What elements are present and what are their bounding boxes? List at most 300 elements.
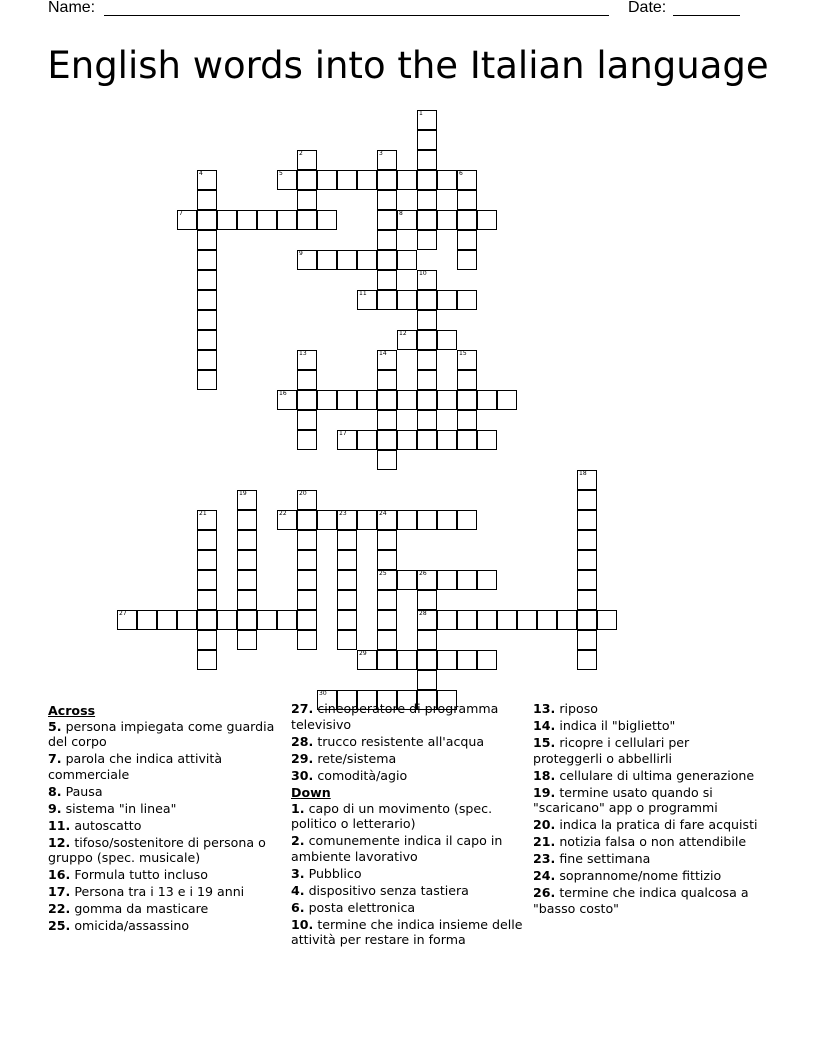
cell-number: 27 <box>119 610 127 617</box>
cell-number: 22 <box>279 510 287 517</box>
grid-cell[interactable] <box>397 290 417 310</box>
cell-number: 18 <box>579 470 587 477</box>
cell-number: 19 <box>239 490 247 497</box>
grid-cell[interactable] <box>277 390 297 410</box>
grid-cell[interactable] <box>297 390 317 410</box>
grid-cell[interactable] <box>337 430 357 450</box>
cell-number: 4 <box>199 170 203 177</box>
grid-cell[interactable] <box>557 610 577 630</box>
grid-cell[interactable] <box>197 210 217 230</box>
clue-item <box>48 835 278 866</box>
grid-cell[interactable] <box>577 650 597 670</box>
clue-text: soprannome/nome fittizio <box>555 868 722 883</box>
clue-text: indica il "biglietto" <box>555 718 676 733</box>
grid-cell[interactable] <box>277 170 297 190</box>
clue-number: 19. <box>533 784 556 800</box>
grid-cell[interactable] <box>237 550 257 570</box>
clue-number: 30. <box>291 767 314 783</box>
grid-cell[interactable] <box>477 210 497 230</box>
grid-cell[interactable] <box>417 230 437 250</box>
grid-cell[interactable] <box>357 250 377 270</box>
grid-cell[interactable] <box>217 210 237 230</box>
clue-number: 3. <box>291 865 305 881</box>
cell-number: 2 <box>299 150 303 157</box>
clue-text: parola che indica attività commerciale <box>48 751 223 782</box>
grid-cell[interactable] <box>417 390 437 410</box>
grid-cell[interactable] <box>417 650 437 670</box>
clue-text: Persona tra i 13 e i 19 anni <box>70 884 245 899</box>
cell-number: 21 <box>199 510 207 517</box>
clue-number: 5. <box>48 718 62 734</box>
grid-cell[interactable] <box>397 650 417 670</box>
grid-cell[interactable] <box>437 610 457 630</box>
grid-cell[interactable] <box>297 370 317 390</box>
clue-item <box>533 851 761 867</box>
grid-cell[interactable] <box>117 610 137 630</box>
grid-cell[interactable] <box>437 570 457 590</box>
grid-cell[interactable] <box>237 570 257 590</box>
clue-number: 28. <box>291 733 314 749</box>
grid-cell[interactable] <box>377 270 397 290</box>
grid-cell[interactable] <box>417 610 437 630</box>
clue-column-2 <box>291 701 523 949</box>
cell-number: 25 <box>379 570 387 577</box>
grid-cell[interactable] <box>577 590 597 610</box>
grid-cell[interactable] <box>197 270 217 290</box>
grid-cell[interactable] <box>297 550 317 570</box>
cell-number: 3 <box>379 150 383 157</box>
grid-cell[interactable] <box>377 170 397 190</box>
grid-cell[interactable] <box>377 190 397 210</box>
grid-cell[interactable] <box>417 310 437 330</box>
grid-cell[interactable] <box>217 610 237 630</box>
clue-number: 2. <box>291 833 305 848</box>
grid-cell[interactable] <box>197 330 217 350</box>
clue-number: 1. <box>291 800 305 816</box>
grid-cell[interactable] <box>497 610 517 630</box>
clue-number: 27. <box>291 701 314 716</box>
grid-cell[interactable] <box>257 610 277 630</box>
clue-text: indica la pratica di fare acquisti <box>555 817 758 832</box>
clue-item <box>48 818 278 834</box>
grid-cell[interactable] <box>377 450 397 470</box>
grid-cell[interactable] <box>377 210 397 230</box>
grid-cell[interactable] <box>377 370 397 390</box>
cell-number: 26 <box>419 570 427 577</box>
grid-cell[interactable] <box>297 630 317 650</box>
grid-cell[interactable] <box>537 610 557 630</box>
clue-item <box>48 884 278 900</box>
grid-cell[interactable] <box>477 610 497 630</box>
grid-cell[interactable] <box>457 650 477 670</box>
grid-cell[interactable] <box>197 170 217 190</box>
clue-column-1 <box>48 701 278 935</box>
clue-number: 25. <box>48 918 71 933</box>
clue-number: 8. <box>48 783 62 799</box>
grid-cell[interactable] <box>377 250 397 270</box>
clue-item <box>291 883 523 899</box>
grid-cell[interactable] <box>197 550 217 570</box>
clue-item <box>48 867 278 883</box>
grid-cell[interactable] <box>417 510 437 530</box>
grid-cell[interactable] <box>457 370 477 390</box>
grid-cell[interactable] <box>577 510 597 530</box>
grid-cell[interactable] <box>477 390 497 410</box>
grid-cell[interactable] <box>457 190 477 210</box>
clue-item <box>533 785 761 816</box>
grid-cell[interactable] <box>457 350 477 370</box>
grid-cell[interactable] <box>417 670 437 690</box>
date-label: Date: <box>628 0 667 16</box>
grid-cell[interactable] <box>377 630 397 650</box>
grid-cell[interactable] <box>337 390 357 410</box>
clue-number: 20. <box>533 817 556 832</box>
grid-cell[interactable] <box>417 270 437 290</box>
clue-number: 23. <box>533 851 556 866</box>
clue-number: 6. <box>291 899 305 915</box>
grid-cell[interactable] <box>137 610 157 630</box>
grid-cell[interactable] <box>457 430 477 450</box>
grid-cell[interactable] <box>457 510 477 530</box>
grid-cell[interactable] <box>297 530 317 550</box>
grid-cell[interactable] <box>197 650 217 670</box>
grid-cell[interactable] <box>297 190 317 210</box>
cell-number: 1 <box>419 110 423 117</box>
grid-cell[interactable] <box>357 650 377 670</box>
grid-cell[interactable] <box>237 590 257 610</box>
grid-cell[interactable] <box>417 370 437 390</box>
grid-cell[interactable] <box>517 610 537 630</box>
grid-cell[interactable] <box>337 530 357 550</box>
grid-cell[interactable] <box>337 610 357 630</box>
clue-item <box>291 701 523 732</box>
grid-cell[interactable] <box>377 150 397 170</box>
clue-text: termine che indica qualcosa a "basso costo" <box>533 885 749 916</box>
grid-cell[interactable] <box>197 530 217 550</box>
grid-cell[interactable] <box>417 110 437 130</box>
cell-number: 5 <box>279 170 283 177</box>
grid-cell[interactable] <box>317 210 337 230</box>
grid-cell[interactable] <box>417 190 437 210</box>
grid-cell[interactable] <box>417 130 437 150</box>
grid-cell[interactable] <box>237 630 257 650</box>
grid-cell[interactable] <box>437 210 457 230</box>
clue-text: rete/sistema <box>313 750 397 766</box>
clue-text: posta elettronica <box>304 899 416 915</box>
clue-text: gomma da masticare <box>70 901 209 916</box>
grid-cell[interactable] <box>297 490 317 510</box>
grid-cell[interactable] <box>377 610 397 630</box>
clue-item <box>533 701 761 717</box>
clue-item <box>291 866 523 882</box>
grid-cell[interactable] <box>477 430 497 450</box>
clue-text: notizia falsa o non attendibile <box>555 834 747 849</box>
cell-number: 11 <box>359 290 367 297</box>
grid-cell[interactable] <box>397 210 417 230</box>
clue-text: dispositivo senza tastiera <box>304 882 469 898</box>
grid-cell[interactable] <box>377 290 397 310</box>
grid-cell[interactable] <box>357 290 377 310</box>
clue-number: 26. <box>533 885 556 900</box>
grid-cell[interactable] <box>197 290 217 310</box>
grid-cell[interactable] <box>357 390 377 410</box>
grid-cell[interactable] <box>297 510 317 530</box>
clue-text: comodità/agio <box>313 767 408 783</box>
grid-cell[interactable] <box>297 430 317 450</box>
grid-cell[interactable] <box>337 170 357 190</box>
clue-text: Formula tutto incluso <box>70 867 208 882</box>
grid-cell[interactable] <box>437 510 457 530</box>
cell-number: 15 <box>459 350 467 357</box>
grid-cell[interactable] <box>437 650 457 670</box>
grid-cell[interactable] <box>437 290 457 310</box>
grid-cell[interactable] <box>297 250 317 270</box>
grid-cell[interactable] <box>297 610 317 630</box>
grid-cell[interactable] <box>197 350 217 370</box>
clue-text: autoscatto <box>70 817 142 833</box>
clue-number: 21. <box>533 834 556 849</box>
grid-cell[interactable] <box>377 650 397 670</box>
clue-item <box>533 885 761 916</box>
grid-cell[interactable] <box>417 170 437 190</box>
grid-cell[interactable] <box>337 570 357 590</box>
grid-cell[interactable] <box>397 250 417 270</box>
grid-cell[interactable] <box>457 570 477 590</box>
grid-cell[interactable] <box>317 170 337 190</box>
grid-cell[interactable] <box>437 390 457 410</box>
grid-cell[interactable] <box>397 170 417 190</box>
grid-cell[interactable] <box>377 390 397 410</box>
grid-cell[interactable] <box>197 370 217 390</box>
grid-cell[interactable] <box>297 590 317 610</box>
clue-item <box>48 784 278 800</box>
clue-number: 14. <box>533 718 556 733</box>
grid-cell[interactable] <box>397 430 417 450</box>
grid-cell[interactable] <box>377 350 397 370</box>
grid-cell[interactable] <box>397 390 417 410</box>
grid-cell[interactable] <box>397 570 417 590</box>
grid-cell[interactable] <box>337 550 357 570</box>
cell-number: 24 <box>379 510 387 517</box>
cell-number: 7 <box>179 210 183 217</box>
grid-cell[interactable] <box>377 510 397 530</box>
clue-text: cineoperatore di programma televisivo <box>291 701 499 732</box>
grid-cell[interactable] <box>197 310 217 330</box>
clue-number: 15. <box>533 735 556 750</box>
clue-heading: Down <box>291 785 331 800</box>
clue-item <box>533 834 761 850</box>
clue-item <box>48 719 278 750</box>
clue-text: Pausa <box>61 783 103 799</box>
grid-cell[interactable] <box>297 150 317 170</box>
grid-cell[interactable] <box>577 470 597 490</box>
grid-cell[interactable] <box>417 430 437 450</box>
grid-cell[interactable] <box>297 210 317 230</box>
grid-cell[interactable] <box>477 570 497 590</box>
grid-cell[interactable] <box>437 330 457 350</box>
grid-cell[interactable] <box>377 570 397 590</box>
grid-cell[interactable] <box>417 290 437 310</box>
grid-cell[interactable] <box>317 510 337 530</box>
clue-item <box>291 833 523 864</box>
grid-cell[interactable] <box>397 330 417 350</box>
grid-cell[interactable] <box>277 510 297 530</box>
grid-cell[interactable] <box>457 290 477 310</box>
cell-number: 30 <box>319 690 327 697</box>
grid-cell[interactable] <box>237 530 257 550</box>
clue-number: 29. <box>291 750 314 766</box>
grid-cell[interactable] <box>577 570 597 590</box>
clue-item <box>291 900 523 916</box>
clue-text: termine che indica insieme delle attività per restare in forma <box>291 916 523 947</box>
clue-number: 9. <box>48 800 62 816</box>
grid-cell[interactable] <box>377 230 397 250</box>
clue-number: 17. <box>48 884 71 899</box>
cell-number: 20 <box>299 490 307 497</box>
clue-number: 12. <box>48 834 71 850</box>
grid-cell[interactable] <box>577 490 597 510</box>
clue-item <box>533 817 761 833</box>
cell-number: 28 <box>419 610 427 617</box>
clue-text: comunemente indica il capo in ambiente lavorativo <box>291 833 503 864</box>
grid-cell[interactable] <box>277 210 297 230</box>
clue-column-3 <box>533 701 761 918</box>
grid-cell[interactable] <box>317 250 337 270</box>
clue-item <box>533 768 761 784</box>
grid-cell[interactable] <box>257 210 277 230</box>
grid-cell[interactable] <box>357 510 377 530</box>
grid-cell[interactable] <box>457 390 477 410</box>
clue-text: persona impiegata come guardia del corpo <box>48 718 275 749</box>
cell-number: 14 <box>379 350 387 357</box>
grid-cell[interactable] <box>357 430 377 450</box>
clue-text: termine usato quando si "scaricano" app o programmi <box>533 784 718 815</box>
grid-cell[interactable] <box>457 230 477 250</box>
grid-cell[interactable] <box>197 250 217 270</box>
clue-number: 24. <box>533 868 556 883</box>
clue-number: 11. <box>48 817 71 833</box>
grid-cell[interactable] <box>417 150 437 170</box>
grid-cell[interactable] <box>337 590 357 610</box>
grid-cell[interactable] <box>157 610 177 630</box>
clue-heading: Across <box>48 703 96 718</box>
grid-cell[interactable] <box>297 170 317 190</box>
grid-cell[interactable] <box>237 610 257 630</box>
grid-cell[interactable] <box>457 170 477 190</box>
grid-cell[interactable] <box>337 510 357 530</box>
grid-cell[interactable] <box>417 590 437 610</box>
clue-text: sistema "in linea" <box>61 800 177 816</box>
clue-item <box>291 801 523 832</box>
grid-cell[interactable] <box>457 410 477 430</box>
grid-cell[interactable] <box>577 630 597 650</box>
cell-number: 17 <box>339 430 347 437</box>
grid-cell[interactable] <box>197 610 217 630</box>
grid-cell[interactable] <box>577 550 597 570</box>
grid-cell[interactable] <box>417 350 437 370</box>
clue-item <box>291 734 523 750</box>
grid-cell[interactable] <box>237 210 257 230</box>
cell-number: 29 <box>359 650 367 657</box>
clue-item <box>48 901 278 917</box>
grid-cell[interactable] <box>377 430 397 450</box>
clue-number: 7. <box>48 751 62 766</box>
grid-cell[interactable] <box>297 350 317 370</box>
grid-cell[interactable] <box>197 230 217 250</box>
grid-cell[interactable] <box>337 630 357 650</box>
grid-cell[interactable] <box>337 250 357 270</box>
grid-cell[interactable] <box>437 430 457 450</box>
grid-cell[interactable] <box>417 410 437 430</box>
clue-text: riposo <box>555 701 598 716</box>
clue-item <box>291 768 523 784</box>
grid-cell[interactable] <box>417 210 437 230</box>
clue-number: 10. <box>291 916 314 932</box>
grid-cell[interactable] <box>377 530 397 550</box>
clue-item <box>48 801 278 817</box>
cell-number: 12 <box>399 330 407 337</box>
grid-cell[interactable] <box>457 610 477 630</box>
clue-item <box>48 918 278 934</box>
clue-number: 4. <box>291 882 305 898</box>
grid-cell[interactable] <box>197 630 217 650</box>
grid-cell[interactable] <box>477 650 497 670</box>
grid-cell[interactable] <box>357 170 377 190</box>
clue-item <box>533 868 761 884</box>
clue-text: Pubblico <box>304 865 362 881</box>
grid-cell[interactable] <box>457 210 477 230</box>
grid-cell[interactable] <box>197 570 217 590</box>
grid-cell[interactable] <box>237 490 257 510</box>
grid-cell[interactable] <box>577 610 597 630</box>
grid-cell[interactable] <box>297 570 317 590</box>
grid-cell[interactable] <box>417 570 437 590</box>
grid-cell[interactable] <box>197 590 217 610</box>
clue-text: fine settimana <box>555 851 651 866</box>
grid-cell[interactable] <box>297 410 317 430</box>
clue-text: cellulare di ultima generazione <box>555 767 755 783</box>
grid-cell[interactable] <box>377 550 397 570</box>
grid-cell[interactable] <box>277 610 297 630</box>
clue-item <box>533 735 761 766</box>
grid-cell[interactable] <box>197 190 217 210</box>
grid-cell[interactable] <box>597 610 617 630</box>
grid-cell[interactable] <box>457 250 477 270</box>
grid-cell[interactable] <box>397 510 417 530</box>
grid-cell[interactable] <box>377 410 397 430</box>
grid-cell[interactable] <box>197 510 217 530</box>
clue-text: capo di un movimento (spec. politico o letterario) <box>291 800 493 831</box>
clue-item <box>291 917 523 948</box>
grid-cell[interactable] <box>417 330 437 350</box>
clue-item <box>533 718 761 734</box>
grid-cell[interactable] <box>497 390 517 410</box>
grid-cell[interactable] <box>177 610 197 630</box>
grid-cell[interactable] <box>177 210 197 230</box>
grid-cell[interactable] <box>237 510 257 530</box>
grid-cell[interactable] <box>377 590 397 610</box>
clue-number: 16. <box>48 867 71 882</box>
grid-cell[interactable] <box>437 170 457 190</box>
grid-cell[interactable] <box>417 630 437 650</box>
cell-number: 10 <box>419 270 427 277</box>
grid-cell[interactable] <box>577 530 597 550</box>
puzzle-title: English words into the Italian language <box>47 44 769 87</box>
clue-number: 22. <box>48 901 71 916</box>
clue-text: omicida/assassino <box>70 918 190 933</box>
grid-cell[interactable] <box>317 390 337 410</box>
cell-number: 23 <box>339 510 347 517</box>
